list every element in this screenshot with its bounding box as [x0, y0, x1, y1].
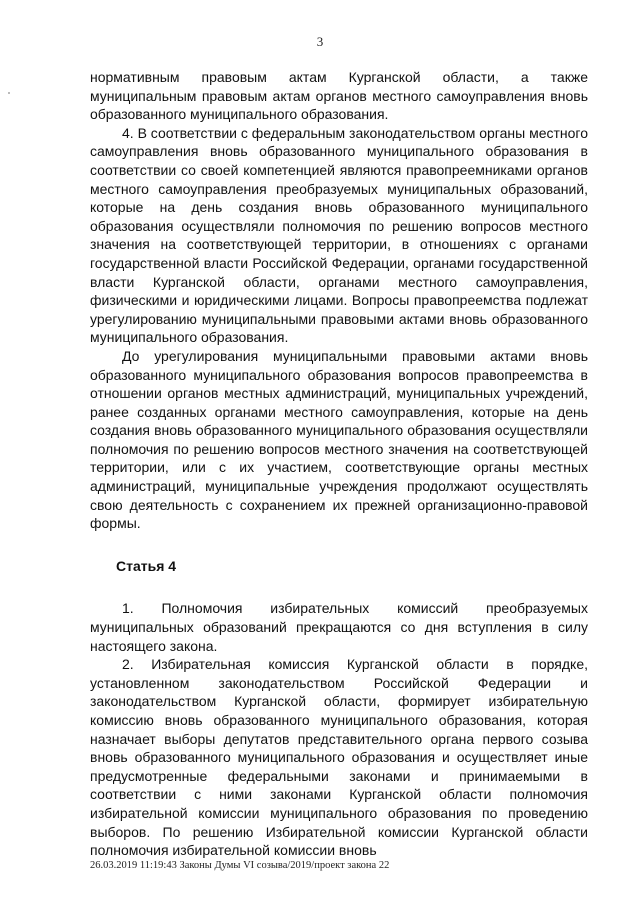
article-heading: Статья 4 [116, 557, 177, 574]
paragraph: 1. Полномочия избирательных комиссий преобразуемых муниципальных образований прекращаются со дня вступления в силу настоящего закона. [90, 600, 588, 654]
paragraph: 4. В соответствии с федеральным законодательством органы местного самоуправления вновь образованного муниципального образования в соответствии со своей компетенцией являются правопреемниками органов местного самоуправления преобразуемых муниципальных образований, которые на день создания вновь образованного муниципального образования осуществляли полномочия по решению вопросов местного значения на соответствующей территории, в отношениях с органами государственной власти Российской Федерации, органами государственной власти Курганской области, органами местного самоуправления, физическими и юридическими лицами. Вопросы правопреемства подлежат урегулированию муниципальными правовыми актами вновь образованного муниципального образования. [90, 124, 588, 346]
scan-artifact [8, 92, 10, 94]
paragraph: нормативным правовым актам Курганской области, а также муниципальным правовым актам органов местного самоуправления вновь образованного муниципального образования. [90, 69, 588, 123]
document-body [90, 68, 588, 860]
paragraph: 2. Избирательная комиссия Курганской области в порядке, установленном законодательством Российской Федерации и законодательством Курганской области, формирует избирательную комиссию вновь образованного муниципального образования, которая назначает выборы депутатов представительного органа первого созыва вновь образованного муниципального образования и осуществляет иные предусмотренные федеральными законами и принимаемыми в соответствии с ними законами Курганской области полномочия избирательной комиссии муниципального образования по проведению выборов. По решению Избирательной комиссии Курганской области полномочия избирательной комиссии вновь [90, 656, 588, 859]
page-number: 3 [316, 34, 324, 49]
paragraph: До урегулирования муниципальными правовыми актами вновь образованного муниципального образования вопросов правопреемства в отношении органов местных администраций, муниципальных учреждений, ранее созданных органами местного самоуправления, которые на день создания вновь образованного муниципального образования осуществляли полномочия по решению вопросов местного значения на соответствующей территории, или с их участием, соответствующие органы местных администраций, муниципальные учреждения продолжают осуществлять свою деятельность с сохранением их прежней организационно-правовой формы. [90, 347, 588, 532]
document-footer: 26.03.2019 11:19:43 Законы Думы VI созыва/2019/проект закона 22 [90, 860, 390, 871]
